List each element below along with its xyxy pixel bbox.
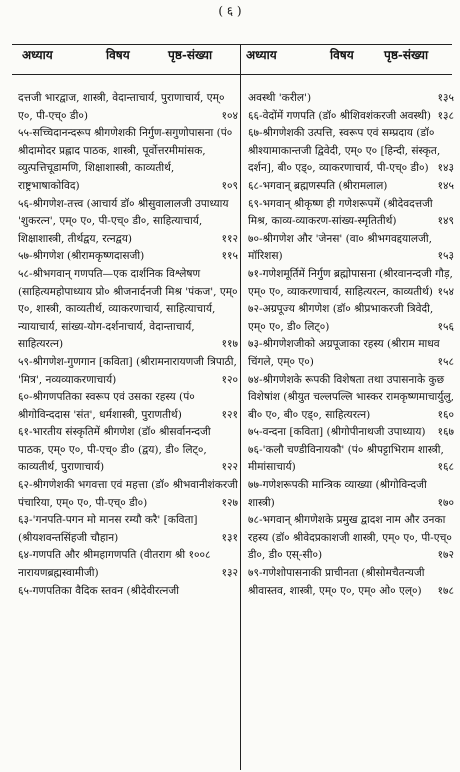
toc-entry-text: ५६-श्रीगणेश-तत्त्व (आचार्य डॉ० श्रीसुवालालजी उपाध्याय 'शुकरत्न', एम्० ए०, पी-एच्० डी०, साहित्याचार्य, शिक्षाशास्त्री, तीर्थद्वय, रत्नद्वय): [18, 197, 229, 245]
toc-entry: [248, 477, 454, 512]
toc-entry: [18, 547, 238, 582]
toc-entry: [18, 583, 238, 601]
toc-entry-page: १२७: [219, 495, 238, 513]
toc-entry-page: १०९: [219, 178, 238, 196]
toc-entry-text: ६९-भगवान् श्रीकृष्ण ही गणेशरूपमें (श्रीदेवदत्तजी मिश्र, काव्य-व्याकरण-सांख्य-स्मृतितीर्थ): [248, 197, 433, 228]
toc-entry-page: १६८: [435, 459, 454, 477]
toc-entry-page: ११२: [219, 231, 238, 249]
right-toc-column: [248, 90, 454, 600]
column-divider: [240, 44, 241, 770]
toc-entry: [248, 442, 454, 477]
toc-entry-text: ७५-वन्दना [कविता] (श्रीगोपीनाथजी उपाध्याय): [248, 426, 426, 439]
toc-entry: [18, 424, 238, 477]
toc-entry-page: ११५: [219, 248, 238, 266]
toc-entry: [18, 196, 238, 249]
toc-entry: [248, 178, 454, 196]
toc-entry: [248, 125, 454, 178]
toc-entry-page: १७२: [435, 547, 454, 565]
toc-entry: [248, 336, 454, 371]
toc-entry: [248, 372, 454, 425]
toc-entry: [18, 512, 238, 547]
toc-entry-page: १७८: [435, 583, 454, 601]
toc-entry-text: ६३-'गनपति-पगन मो मानस रम्यौ करै' [कविता] (श्रीयशवन्तसिंहजी चौहान): [18, 514, 198, 544]
toc-entry-page: १५३: [435, 248, 454, 266]
toc-entry-page: १२१: [219, 407, 238, 425]
toc-entry-page: १६७: [435, 424, 454, 442]
toc-entry-page: १३२: [219, 565, 238, 583]
right-header-page: पृष्ठ-संख्या: [384, 48, 429, 62]
toc-entry-text: ७९-गणेशोपासनाकी प्राचीनता (श्रीसोमचैतन्यजी श्रीवास्तव, शास्त्री, एम्० ए०, एम्० ओ० एल्०): [248, 567, 425, 597]
toc-entry: [18, 354, 238, 389]
toc-entry-page: १०४: [219, 108, 238, 126]
toc-entry-text: ६१-भारतीय संस्कृतिमें श्रीगणेश (डॉ० श्रीसर्वानन्दजी पाठक, एम्० ए०, पी-एच्० डी० (द्वय), डी० लिट्०, काव्यतीर्थ, पुराणाचार्य): [18, 426, 211, 474]
toc-entry: [18, 125, 238, 195]
toc-entry-page: १३१: [219, 530, 238, 548]
left-header-page: पृष्ठ-संख्या: [168, 48, 213, 62]
toc-entry: [248, 424, 454, 442]
page-number: ( ६ ): [218, 4, 242, 18]
toc-entry-text: दत्तजी भारद्वाज, शास्त्री, वेदान्ताचार्य, पुराणाचार्य, एम्० ए०, पी-एच्० डी०): [18, 92, 225, 122]
toc-entry-text: ६०-श्रीगणपतिका स्वरूप एवं उसका रहस्य (पं० श्रीगोविन्ददास 'संत', धर्मशास्त्री, पुराणतीर्थ): [18, 391, 195, 421]
toc-entry: [248, 231, 454, 266]
toc-entry-text: ७३-श्रीगणेशजीको अग्रपूजाका रहस्य (श्रीराम माधव चिंगले, एम्० ए०): [248, 338, 440, 368]
toc-entry: [18, 266, 238, 354]
toc-entry-text: अवस्थी 'करील'): [248, 92, 312, 104]
header-top-rule: [12, 44, 452, 45]
toc-entry-text: ६४-गणपति और श्रीमहागणपति (वीतराग श्री १००८ नारायणब्रह्मस्वामीजी): [18, 549, 211, 580]
toc-entry-text: ६६-वेदोंमें गणपति (डॉ० श्रीशिवशंकरजी अवस्थी): [248, 109, 432, 122]
toc-entry-text: ७८-भगवान् श्रीगणेशके प्रमुख द्वादश नाम और उनका रहस्य (डॉ० श्रीवेदप्रकाशजी शास्त्री, एम्० ए०, पी-एच्० डी०, डी० एस्-सी०): [248, 514, 452, 562]
toc-entry-text: ७६-'कलौ चण्डीविनायकौ' (पं० श्रीपट्टाभिराम शास्त्री, मीमांसाचार्य): [248, 443, 444, 474]
toc-entry: [18, 477, 238, 512]
toc-entry: [248, 108, 454, 126]
left-header-chapter: अध्याय: [22, 48, 53, 62]
toc-entry-text: ७०-श्रीगणेश और 'जेनस' (वा० श्रीभगवद्दयालजी, मॉरिशस): [248, 232, 433, 263]
toc-entry-page: १३८: [435, 108, 454, 126]
toc-entry: [248, 90, 454, 108]
toc-entry-text: ५९-श्रीगणेश-गुणगान [कविता] (श्रीरामनारायणजी त्रिपाठी, 'मित्र', नव्यव्याकरणाचार्य): [18, 355, 237, 386]
left-toc-column: [18, 90, 238, 600]
toc-entry-page: १५४: [435, 284, 454, 302]
toc-entry-text: ७७-गणेशरूपकी मान्त्रिक व्याख्या (श्रीगोविन्दजी शास्त्री): [248, 479, 427, 509]
toc-entry-text: ६५-गणपतिका वैदिक स्तवन (श्रीदेवीरत्नजी: [18, 584, 180, 597]
toc-entry: [248, 196, 454, 231]
toc-entry-page: १७०: [435, 495, 454, 513]
toc-entry-text: ५७-श्रीगणेश (श्रीरामकृष्णदासजी): [18, 250, 145, 263]
toc-entry-page: १५६: [435, 319, 454, 337]
toc-entry-page: १४९: [435, 213, 454, 231]
right-header-subject: विषय: [330, 48, 354, 62]
toc-entry: [248, 301, 454, 336]
toc-entry: [248, 512, 454, 565]
toc-entry-page: १४३: [435, 160, 454, 178]
toc-entry-text: ५८-श्रीभगवान् गणपति—एक दार्शनिक विश्लेषण (साहित्यमहोपाध्याय प्रो० श्रीजनार्दनजी मिश्र 'पंकज', एम्० ए०, शास्त्री, काव्यतीर्थ, व्याकरणाचार्य, साहित्याचार्य, न्यायाचार्य, सांख्य-योग-दर्शनाचार्य, वेदान्ताचार्य, साहित्यरत्न): [18, 267, 238, 351]
toc-entry: [18, 248, 238, 266]
right-header-chapter: अध्याय: [246, 48, 277, 62]
toc-entry-text: ६७-श्रीगणेशकी उत्पत्ति, स्वरूप एवं सम्प्रदाय (डॉ० श्रीश्यामाकान्तजी द्विवेदी, एम्० ए० [हिन्दी, संस्कृत, दर्शन], बी० एड्०, व्याकरणाचार्य, पी-एच्० डी०): [248, 127, 441, 175]
header-bottom-rule: [12, 74, 452, 75]
toc-entry-text: ७२-अग्रपूज्य श्रीगणेश (डॉ० श्रीप्रभाकरजी त्रिवेदी, एम्० ए०, डी० लिट्०): [248, 303, 434, 333]
toc-entry-text: ७१-गणेशमूर्तिमें निर्गुण ब्रह्मोपासना (श्रीरवानन्दजी गौड़, एम्० ए०, व्याकरणाचार्य, साहित्यरत्न, काव्यतीर्थ): [248, 267, 453, 298]
toc-entry-page: १५८: [435, 354, 454, 372]
toc-entry-page: १६०: [435, 407, 454, 425]
toc-entry: [18, 389, 238, 424]
toc-entry: [18, 90, 238, 125]
toc-entry: [248, 266, 454, 301]
left-header-subject: विषय: [106, 48, 130, 62]
toc-entry-page: ११७: [219, 336, 238, 354]
toc-entry-text: ६८-भगवान् ब्रह्मणस्पति (श्रीरामलाल): [248, 179, 388, 192]
toc-entry-text: ६२-श्रीगणेशकी भगवत्ता एवं महत्ता (डॉ० श्रीभवानीशंकरजी पंचारिया, एम्० ए०, पी-एच्० डी०): [18, 479, 238, 509]
toc-entry-page: १२२: [219, 459, 238, 477]
toc-entry-text: ५५-सच्चिदानन्दरूप श्रीगणेशकी निर्गुण-सगुणोपासना (पं० श्रीदामोदर प्रह्लाद पाठक, शास्त्री, पूर्वोत्तरमीमांसक, व्युत्पत्तिचूडामणि, शिक्षाशास्त्री, काव्यतीर्थ, राष्ट्रभाषाकोविद): [18, 127, 233, 192]
toc-entry-page: १३५: [435, 90, 454, 108]
toc-entry: [248, 565, 454, 600]
toc-entry-page: १४५: [435, 178, 454, 196]
toc-entry-text: ७४-श्रीगणेशके रूपकी विशेषता तथा उपासनाके कुछ विशेषांश (श्रीयुत चल्लपल्लि भास्कर रामकृष्णमाचार्युलु, बी० ए०, बी० एड्०, साहित्यरत्न): [248, 373, 454, 421]
toc-entry-page: १२०: [219, 372, 238, 390]
